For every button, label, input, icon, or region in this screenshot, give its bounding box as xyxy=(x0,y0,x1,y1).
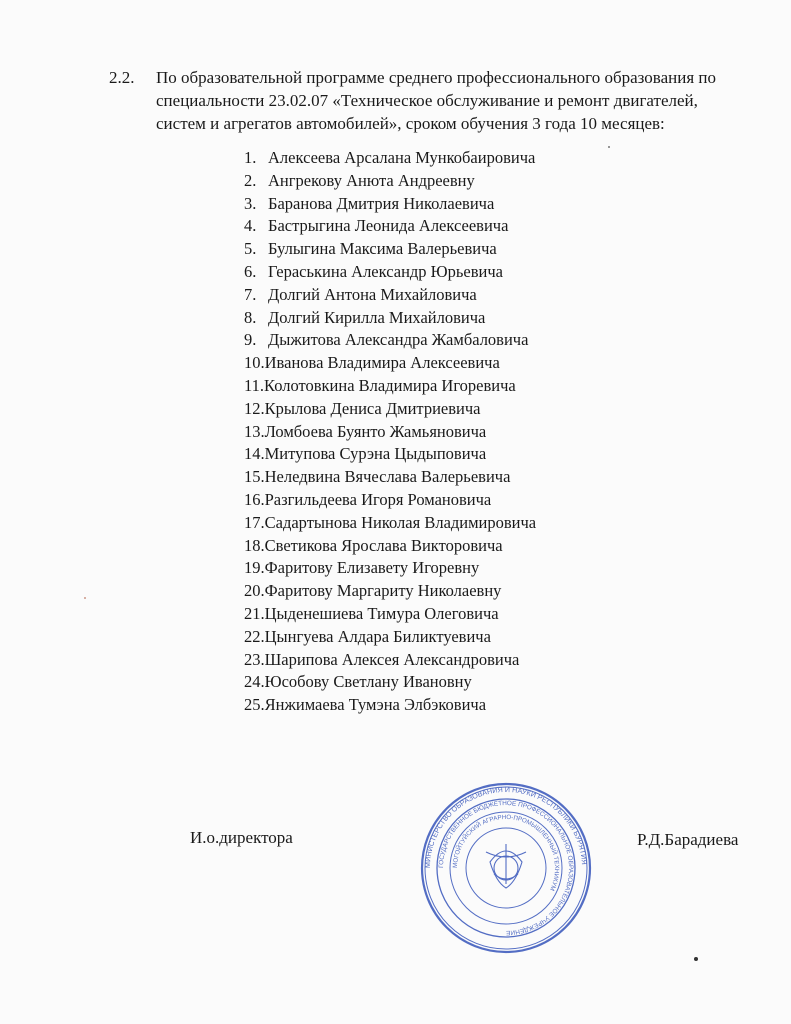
paper-speck xyxy=(84,597,86,599)
list-item-number: 4. xyxy=(244,216,257,236)
student-name: Колотовкина Владимира Игоревича xyxy=(264,375,516,395)
student-name: Цынгуева Алдара Биликтуевича xyxy=(264,626,491,646)
student-name: Крылова Дениса Дмитриевича xyxy=(264,398,481,418)
student-name: Бастрыгина Леонида Алексеевича xyxy=(268,216,509,236)
student-name: Светикова Ярослава Викторовича xyxy=(264,535,503,555)
student-name: Баранова Дмитрия Николаевича xyxy=(268,193,495,213)
student-list-item xyxy=(244,557,536,580)
student-name: Разгильдеева Игоря Романовича xyxy=(264,489,492,509)
student-list-item xyxy=(244,649,536,672)
signature-title: И.о.директора xyxy=(190,828,293,847)
list-item-number: 21. xyxy=(244,603,265,623)
student-list-item xyxy=(244,193,536,216)
student-list-item xyxy=(244,170,536,193)
student-name: Цыденешиева Тимура Олеговича xyxy=(264,603,499,623)
student-list xyxy=(244,147,536,717)
list-item-number: 18. xyxy=(244,535,265,555)
seal-emblem-icon xyxy=(486,844,526,888)
list-item-number: 23. xyxy=(244,649,265,669)
signatory-name: Р.Д.Барадиева xyxy=(637,830,739,849)
section-heading-line: По образовательной программе среднего профессионального образования по xyxy=(156,68,717,87)
student-name: Янжимаева Тумэна Элбэковича xyxy=(264,695,487,715)
student-list-item xyxy=(244,443,536,466)
student-list-item xyxy=(244,329,536,352)
list-item-number: 8. xyxy=(244,307,257,327)
student-name: Ангрекову Анюта Андреевну xyxy=(268,170,475,190)
official-seal-stamp xyxy=(420,782,592,954)
student-list-item xyxy=(244,466,536,489)
list-item-number: 25. xyxy=(244,695,265,715)
student-name: Гераськина Александр Юрьевича xyxy=(268,261,503,281)
list-item-number: 6. xyxy=(244,261,257,281)
seal-outer-text: МИНИСТЕРСТВО ОБРАЗОВАНИЯ И НАУКИ РЕСПУБЛИКИ БУРЯТИЯ xyxy=(422,784,589,869)
student-list-item xyxy=(244,671,536,694)
list-item-number: 7. xyxy=(244,284,257,304)
list-item-number: 3. xyxy=(244,193,257,213)
student-name: Юсобову Светлану Ивановну xyxy=(264,672,472,692)
list-item-number: 19. xyxy=(244,558,265,578)
student-name: Неледвина Вячеслава Валерьевича xyxy=(264,467,511,487)
list-item-number: 5. xyxy=(244,239,257,259)
section-heading-line: систем и агрегатов автомобилей», сроком обучения 3 года 10 месяцев: xyxy=(156,114,665,133)
student-name: Дыжитова Александра Жамбаловича xyxy=(268,330,529,350)
student-list-item xyxy=(244,489,536,512)
list-item-number: 9. xyxy=(244,330,257,350)
seal-inner-text: МОГОЙТУЙСКИЙ АГРАРНО-ПРОМЫШЛЕННЫЙ ТЕХНИКУМ xyxy=(451,813,561,892)
student-list-item xyxy=(244,261,536,284)
student-name: Долгий Кирилла Михайловича xyxy=(268,307,486,327)
list-item-number: 14. xyxy=(244,444,265,464)
student-name: Фаритову Елизавету Игоревну xyxy=(264,558,480,578)
student-list-item xyxy=(244,215,536,238)
paper-speck xyxy=(694,957,698,961)
list-item-number: 1. xyxy=(244,148,257,167)
student-list-item xyxy=(244,238,536,261)
list-item-number: 22. xyxy=(244,626,265,646)
list-item-number: 12. xyxy=(244,398,265,418)
student-list-item xyxy=(244,307,536,330)
student-list-item xyxy=(244,580,536,603)
list-item-number: 24. xyxy=(244,672,265,692)
section-heading-line: специальности 23.02.07 «Техническое обслуживание и ремонт двигателей, xyxy=(156,91,698,110)
list-item-number: 13. xyxy=(244,421,265,441)
student-name: Иванова Владимира Алексеевича xyxy=(264,353,500,373)
student-name: Шарипова Алексея Александровича xyxy=(264,649,520,669)
list-item-number: 10. xyxy=(244,353,265,373)
section-number: 2.2. xyxy=(109,68,135,87)
paper-speck xyxy=(608,146,610,148)
student-name: Алексеева Арсалана Мункобаировича xyxy=(268,148,536,167)
student-list-item xyxy=(244,421,536,444)
student-list-item xyxy=(244,398,536,421)
student-list-item xyxy=(244,603,536,626)
list-item-number: 11. xyxy=(244,375,265,395)
student-list-item xyxy=(244,284,536,307)
student-list-item xyxy=(244,535,536,558)
student-name: Митупова Сурэна Цыдыповича xyxy=(264,444,487,464)
list-item-number: 2. xyxy=(244,170,257,190)
list-item-number: 15. xyxy=(244,467,265,487)
student-name: Долгий Антона Михайловича xyxy=(268,284,477,304)
student-list-item xyxy=(244,375,536,398)
student-name: Булыгина Максима Валерьевича xyxy=(268,239,497,259)
student-name: Ломбоева Буянто Жамьяновича xyxy=(264,421,487,441)
student-list-item xyxy=(244,147,536,170)
student-name: Фаритову Маргариту Николаевну xyxy=(264,581,502,601)
list-item-number: 17. xyxy=(244,512,265,532)
student-list-item xyxy=(244,626,536,649)
student-list-item xyxy=(244,352,536,375)
student-list-item xyxy=(244,694,536,717)
seal-middle-text: ГОСУДАРСТВЕННОЕ БЮДЖЕТНОЕ ПРОФЕССИОНАЛЬНОЕ ОБРАЗОВАТЕЛЬНОЕ УЧРЕЖДЕНИЕ xyxy=(437,799,575,937)
list-item-number: 20. xyxy=(244,581,265,601)
student-name: Садартынова Николая Владимировича xyxy=(264,512,537,532)
list-item-number: 16. xyxy=(244,489,265,509)
student-list-item xyxy=(244,512,536,535)
section-heading xyxy=(156,66,766,135)
